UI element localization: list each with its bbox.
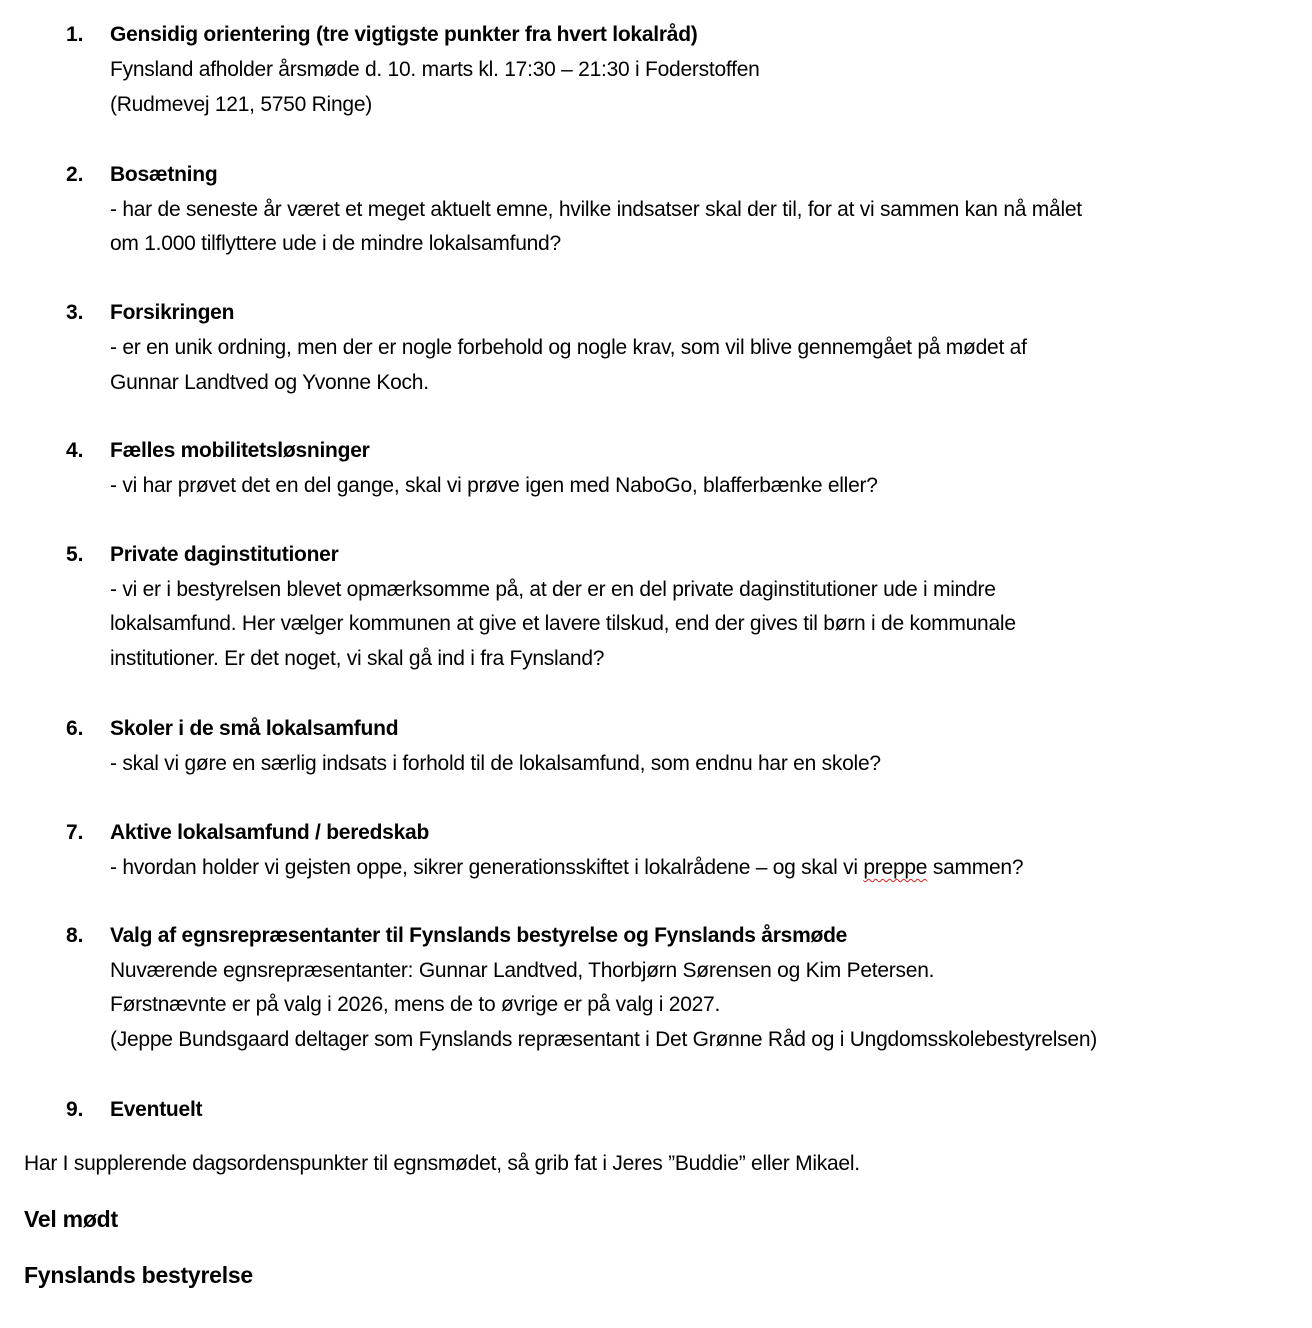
spellcheck-flagged-word[interactable]: preppe <box>863 856 928 879</box>
agenda-item-number: 1. <box>66 23 84 46</box>
agenda-item-text: Gunnar Landtved og Yvonne Koch. <box>110 371 429 394</box>
agenda-item-title: Forsikringen <box>110 301 235 324</box>
agenda-item-text: Nuværende egnsrepræsentanter: Gunnar Landtved, Thorbjørn Sørensen og Kim Petersen. <box>110 959 935 982</box>
agenda-item-text: om 1.000 tilflyttere ude i de mindre lokalsamfund? <box>110 232 561 255</box>
agenda-item-number: 9. <box>66 1098 84 1121</box>
agenda-item-text: Førstnævnte er på valg i 2026, mens de to øvrige er på valg i 2027. <box>110 993 721 1016</box>
agenda-item-title: Fælles mobilitetsløsninger <box>110 439 370 462</box>
agenda-item-title: Aktive lokalsamfund / beredskab <box>110 821 430 844</box>
agenda-item-number: 8. <box>66 924 84 947</box>
agenda-item-text: (Rudmevej 121, 5750 Ringe) <box>110 93 372 116</box>
agenda-item-title: Bosætning <box>110 163 218 186</box>
agenda-item-text <box>110 851 1023 885</box>
agenda-item-text: (Jeppe Bundsgaard deltager som Fynslands repræsentant i Det Grønne Råd og i Ungdomsskolebestyrelsen) <box>110 1028 1098 1051</box>
agenda-item-number: 5. <box>66 543 84 566</box>
agenda-item-title: Private daginstitutioner <box>110 543 339 566</box>
agenda-item-title: Gensidig orientering (tre vigtigste punkter fra hvert lokalråd) <box>110 23 698 46</box>
agenda-item-text-end: sammen? <box>927 856 1024 879</box>
supplementary-note: Har I supplerende dagsordenspunkter til egnsmødet, så grib fat i Jeres ”Buddie” eller Mikael. <box>24 1152 860 1175</box>
agenda-item-number: 7. <box>66 821 84 844</box>
signature: Fynslands bestyrelse <box>24 1262 253 1288</box>
agenda-item-text: - skal vi gøre en særlig indsats i forhold til de lokalsamfund, som endnu har en skole? <box>110 752 881 775</box>
agenda-item-text: - er en unik ordning, men der er nogle forbehold og nogle krav, som vil blive gennemgået på mødet af <box>110 336 1027 359</box>
agenda-item-title: Eventuelt <box>110 1098 203 1121</box>
agenda-item-number: 2. <box>66 163 84 186</box>
agenda-item-text: - vi har prøvet det en del gange, skal vi prøve igen med NaboGo, blafferbænke eller? <box>110 474 878 497</box>
agenda-item-text: - har de seneste år været et meget aktuelt emne, hvilke indsatser skal der til, for at vi sammen kan nå målet <box>110 198 1082 221</box>
agenda-item-text-start: - hvordan holder vi gejsten oppe, sikrer generationsskiftet i lokalrådene – og skal vi <box>110 856 864 879</box>
agenda-item-title: Skoler i de små lokalsamfund <box>110 717 399 740</box>
greeting: Vel mødt <box>24 1206 118 1232</box>
agenda-item-text: lokalsamfund. Her vælger kommunen at give et lavere tilskud, end der gives til børn i de kommunale <box>110 612 1016 635</box>
agenda-item-text: institutioner. Er det noget, vi skal gå ind i fra Fynsland? <box>110 647 605 670</box>
agenda-item-text: Fynsland afholder årsmøde d. 10. marts kl. 17:30 – 21:30 i Foderstoffen <box>110 58 760 81</box>
agenda-item-title: Valg af egnsrepræsentanter til Fynslands bestyrelse og Fynslands årsmøde <box>110 924 848 947</box>
agenda-item-text: - vi er i bestyrelsen blevet opmærksomme på, at der er en del private daginstitutioner ude i mindre <box>110 578 996 601</box>
agenda-item-number: 6. <box>66 717 84 740</box>
agenda-item-number: 4. <box>66 439 84 462</box>
agenda-item-number: 3. <box>66 301 84 324</box>
